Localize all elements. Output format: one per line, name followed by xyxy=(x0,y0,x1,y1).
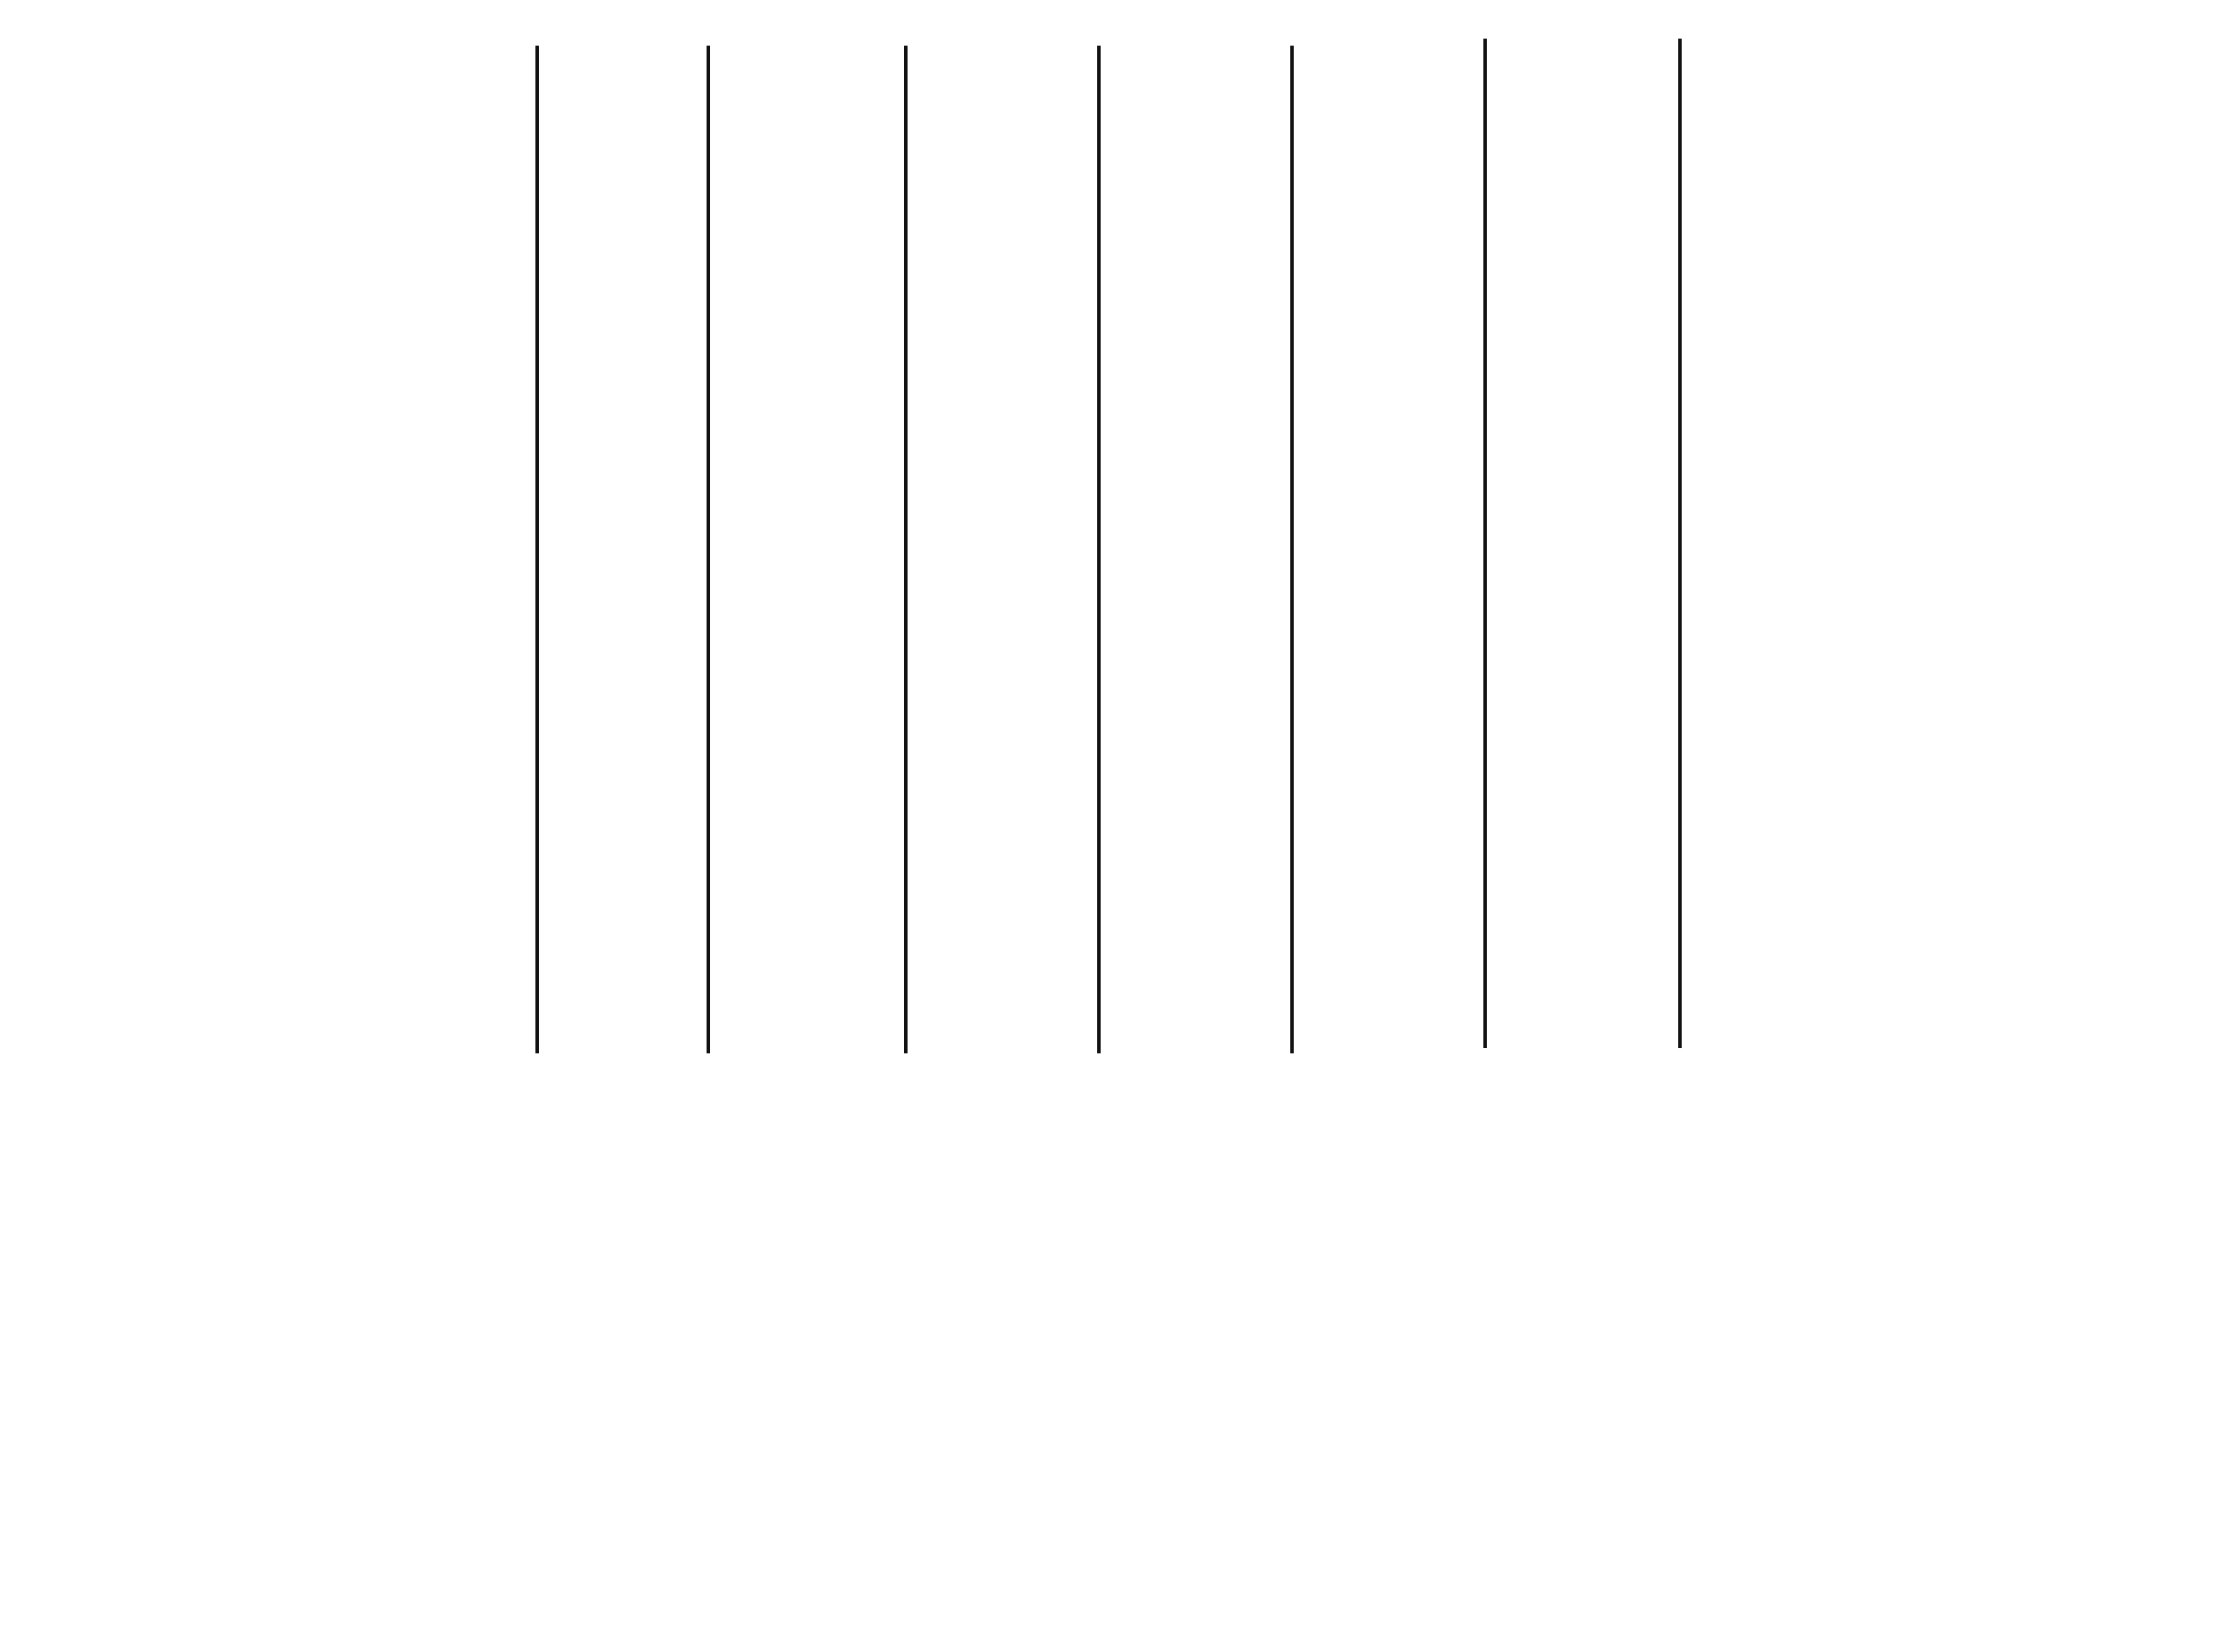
column-divider xyxy=(535,46,539,1053)
column-divider xyxy=(904,46,908,1053)
column-divider xyxy=(1678,39,1682,1048)
column-divider xyxy=(1483,39,1487,1048)
column-divider xyxy=(707,46,710,1053)
column-divider xyxy=(1097,46,1101,1053)
column-divider xyxy=(1290,46,1294,1053)
